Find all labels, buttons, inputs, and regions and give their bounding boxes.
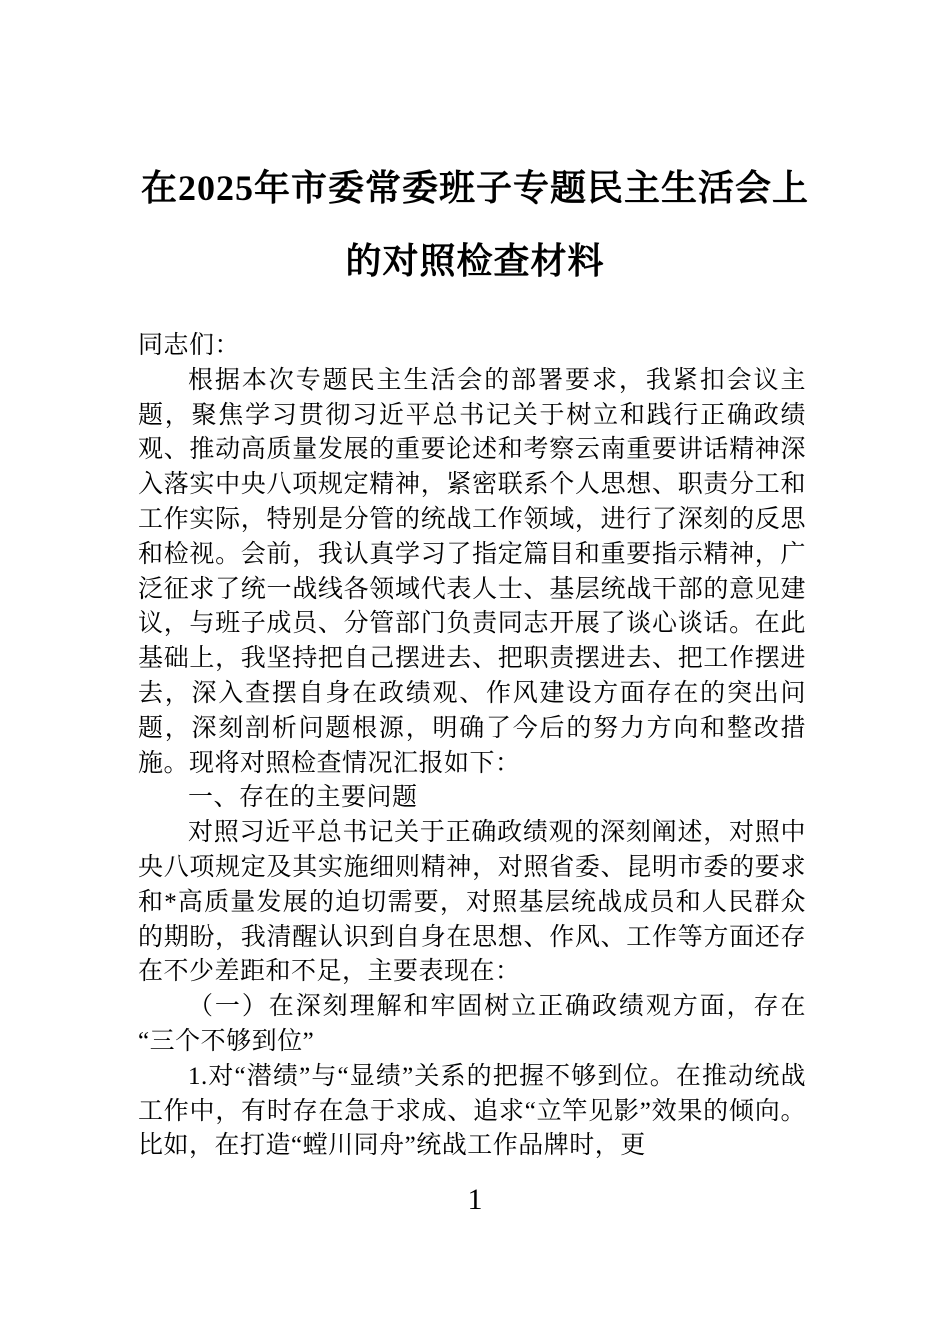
doc-block-subheading: （一）在深刻理解和牢固树立正确政绩观方面，存在“三个不够到位” (138, 993, 806, 1055)
doc-block-paragraph: 根据本次专题民主生活会的部署要求，我紧扣会议主题，聚焦学习贯彻习近平总书记关于树立和践行正确政绩观、推动高质量发展的重要论述和考察云南重要讲话精神深入落实中央八项规定精神，紧密联系个人思想、职责分工和工作实际，特别是分管的统战工作领域，进行了深刻的反思和检视。会前，我认真学习了指定篇目和重要指示精神，广泛征求了统一战线各领域代表人士、基层统战干部的意见建议，与班子成员、分管部门负责同志开展了谈心谈话。在此基础上，我坚持把自己摆进去、把职责摆进去、把工作摆进去，深入查摆自身在政绩观、作风建设方面存在的突出问题，深刻剖析问题根源，明确了今后的努力方向和整改措施。现将对照检查情况汇报如下： (138, 366, 806, 777)
doc-block-paragraph: 对照习近平总书记关于正确政绩观的深刻阐述，对照中央八项规定及其实施细则精神，对照省委、昆明市委的要求和*高质量发展的迫切需要，对照基层统战成员和人民群众的期盼，我清醒认识到自身在思想、作风、工作等方面还存在不少差距和不足，主要表现在： (138, 819, 806, 986)
doc-block-paragraph: 1.对“潜绩”与“显绩”关系的把握不够到位。在推动统战工作中，有时存在急于求成、追求“立竿见影”效果的倾向。比如，在打造“螳川同舟”统战工作品牌时，更 (138, 1062, 806, 1160)
document-title-line-1: 在2025年市委常委班子专题民主生活会上 (140, 168, 809, 208)
doc-block-heading: 一、存在的主要问题 (188, 784, 418, 812)
page-number: 1 (467, 1183, 483, 1216)
document-title (130, 152, 820, 298)
document-title-line-2: 的对照检查材料 (345, 241, 605, 281)
page-footer (0, 1183, 950, 1217)
document-body (138, 329, 806, 1164)
doc-block-salutation: 同志们： (138, 332, 241, 359)
